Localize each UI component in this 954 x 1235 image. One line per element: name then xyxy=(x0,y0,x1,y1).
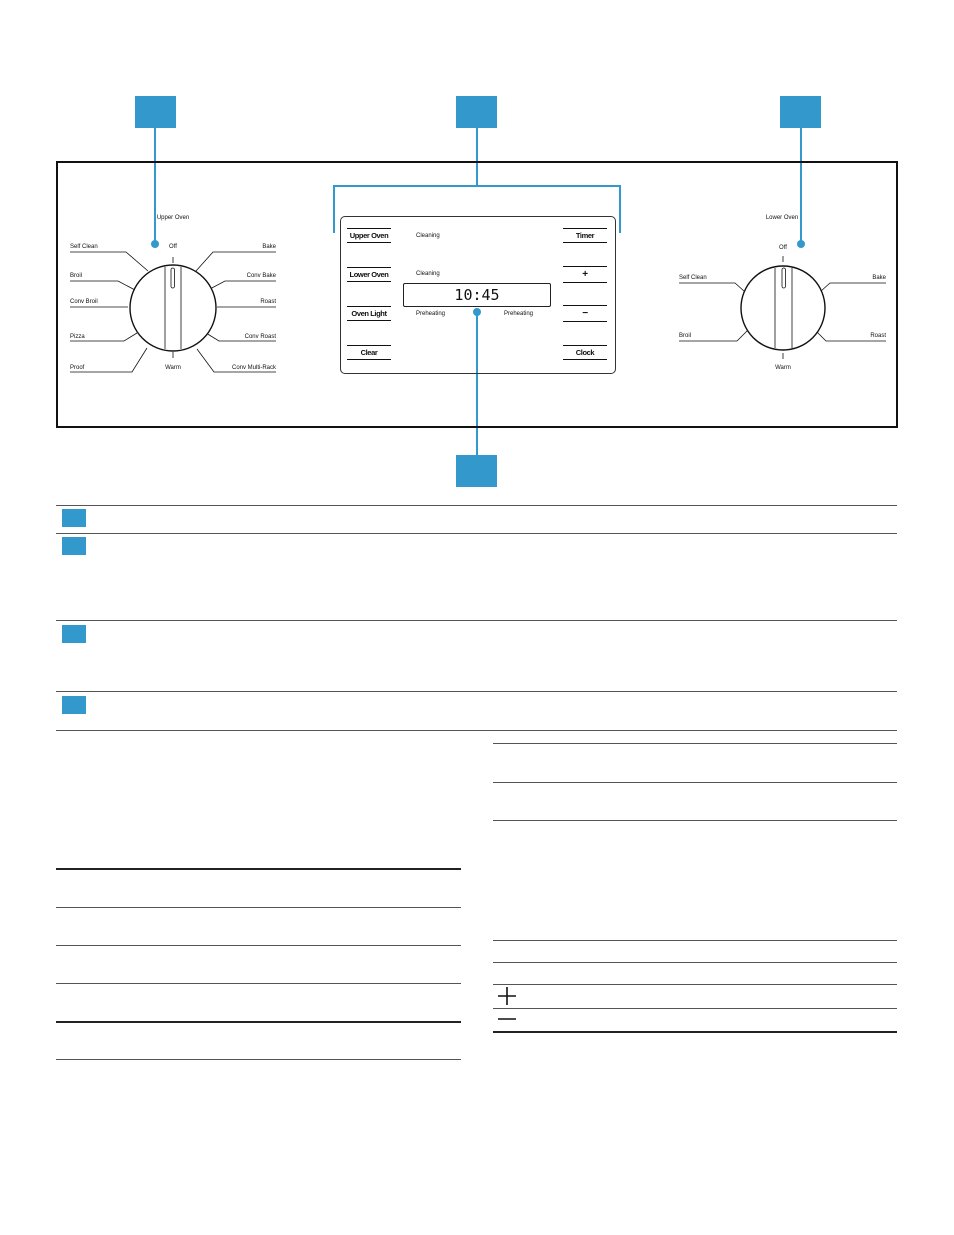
callout-3 xyxy=(780,96,821,128)
lower-label-roast: Roast xyxy=(870,333,886,339)
lower-cleaning-indicator: Cleaning xyxy=(416,271,440,277)
legend-marker-3 xyxy=(62,625,86,643)
upper-label-self-clean: Self Clean xyxy=(70,244,98,250)
right-table-rule-4 xyxy=(493,940,897,941)
lower-label-broil: Broil xyxy=(679,333,692,339)
upper-label-conv-roast: Conv Roast xyxy=(244,334,276,340)
upper-dial-graphic xyxy=(60,240,290,380)
upper-label-warm: Warm xyxy=(165,365,181,371)
legend-marker-2 xyxy=(62,537,86,555)
lower-label-bake: Bake xyxy=(872,275,886,281)
upper-cleaning-indicator: Cleaning xyxy=(416,233,440,239)
upper-label-roast: Roast xyxy=(260,299,276,305)
upper-label-conv-bake: Conv Bake xyxy=(246,273,276,279)
legend-marker-1 xyxy=(62,509,86,527)
legend-marker-4 xyxy=(62,696,86,714)
minus-button[interactable]: − xyxy=(563,305,607,322)
callout-2 xyxy=(456,96,497,128)
legend-rule-bottom xyxy=(56,730,897,731)
lower-label-warm: Warm xyxy=(775,365,791,371)
callout-4 xyxy=(456,455,497,487)
clock-button[interactable]: Clock xyxy=(563,345,607,360)
legend-rule-2 xyxy=(56,620,897,621)
legend-rule-top xyxy=(56,505,897,506)
upper-label-broil: Broil xyxy=(70,273,83,279)
upper-label-off: Off xyxy=(169,244,177,250)
left-table-rule-6 xyxy=(56,1059,461,1060)
right-table-rule-7 xyxy=(493,1008,897,1009)
oven-light-button[interactable]: Oven Light xyxy=(347,306,391,321)
lower-dial-graphic xyxy=(675,250,890,375)
right-table-rule-5 xyxy=(493,962,897,963)
timer-button[interactable]: Timer xyxy=(563,228,607,243)
left-table-rule-4 xyxy=(56,983,461,984)
upper-label-bake: Bake xyxy=(262,244,276,250)
legend-rule-1 xyxy=(56,533,897,534)
left-table-rule-1 xyxy=(56,868,461,870)
right-table-rule-1 xyxy=(493,743,897,744)
clock-display: 10:45 xyxy=(403,283,551,307)
minus-symbol-icon xyxy=(496,1009,518,1029)
upper-label-proof: Proof xyxy=(70,365,85,371)
lower-label-self-clean: Self Clean xyxy=(679,275,707,281)
upper-preheating-indicator: Preheating xyxy=(416,311,446,317)
lower-preheating-indicator: Preheating xyxy=(504,311,534,317)
right-table-rule-8 xyxy=(493,1031,897,1033)
left-table-rule-2 xyxy=(56,907,461,908)
legend-rule-3 xyxy=(56,691,897,692)
upper-dial-caption: Upper Oven xyxy=(156,215,190,221)
callout-1 xyxy=(135,96,176,128)
left-table-rule-5 xyxy=(56,1021,461,1023)
lower-dial-caption: Lower Oven xyxy=(765,215,799,221)
plus-button[interactable]: + xyxy=(563,266,607,283)
upper-label-conv-multi-rack: Conv Multi-Rack xyxy=(231,365,276,371)
plus-symbol-icon xyxy=(496,985,518,1007)
upper-oven-button[interactable]: Upper Oven xyxy=(347,228,391,243)
left-table-rule-3 xyxy=(56,945,461,946)
lower-label-off: Off xyxy=(779,245,787,251)
right-table-rule-2 xyxy=(493,782,897,783)
lower-oven-button[interactable]: Lower Oven xyxy=(347,267,391,282)
right-table-rule-6 xyxy=(493,984,897,985)
clear-button[interactable]: Clear xyxy=(347,345,391,360)
right-table-rule-3 xyxy=(493,820,897,821)
upper-label-conv-broil: Conv Broil xyxy=(70,299,98,305)
upper-label-pizza: Pizza xyxy=(70,334,85,340)
